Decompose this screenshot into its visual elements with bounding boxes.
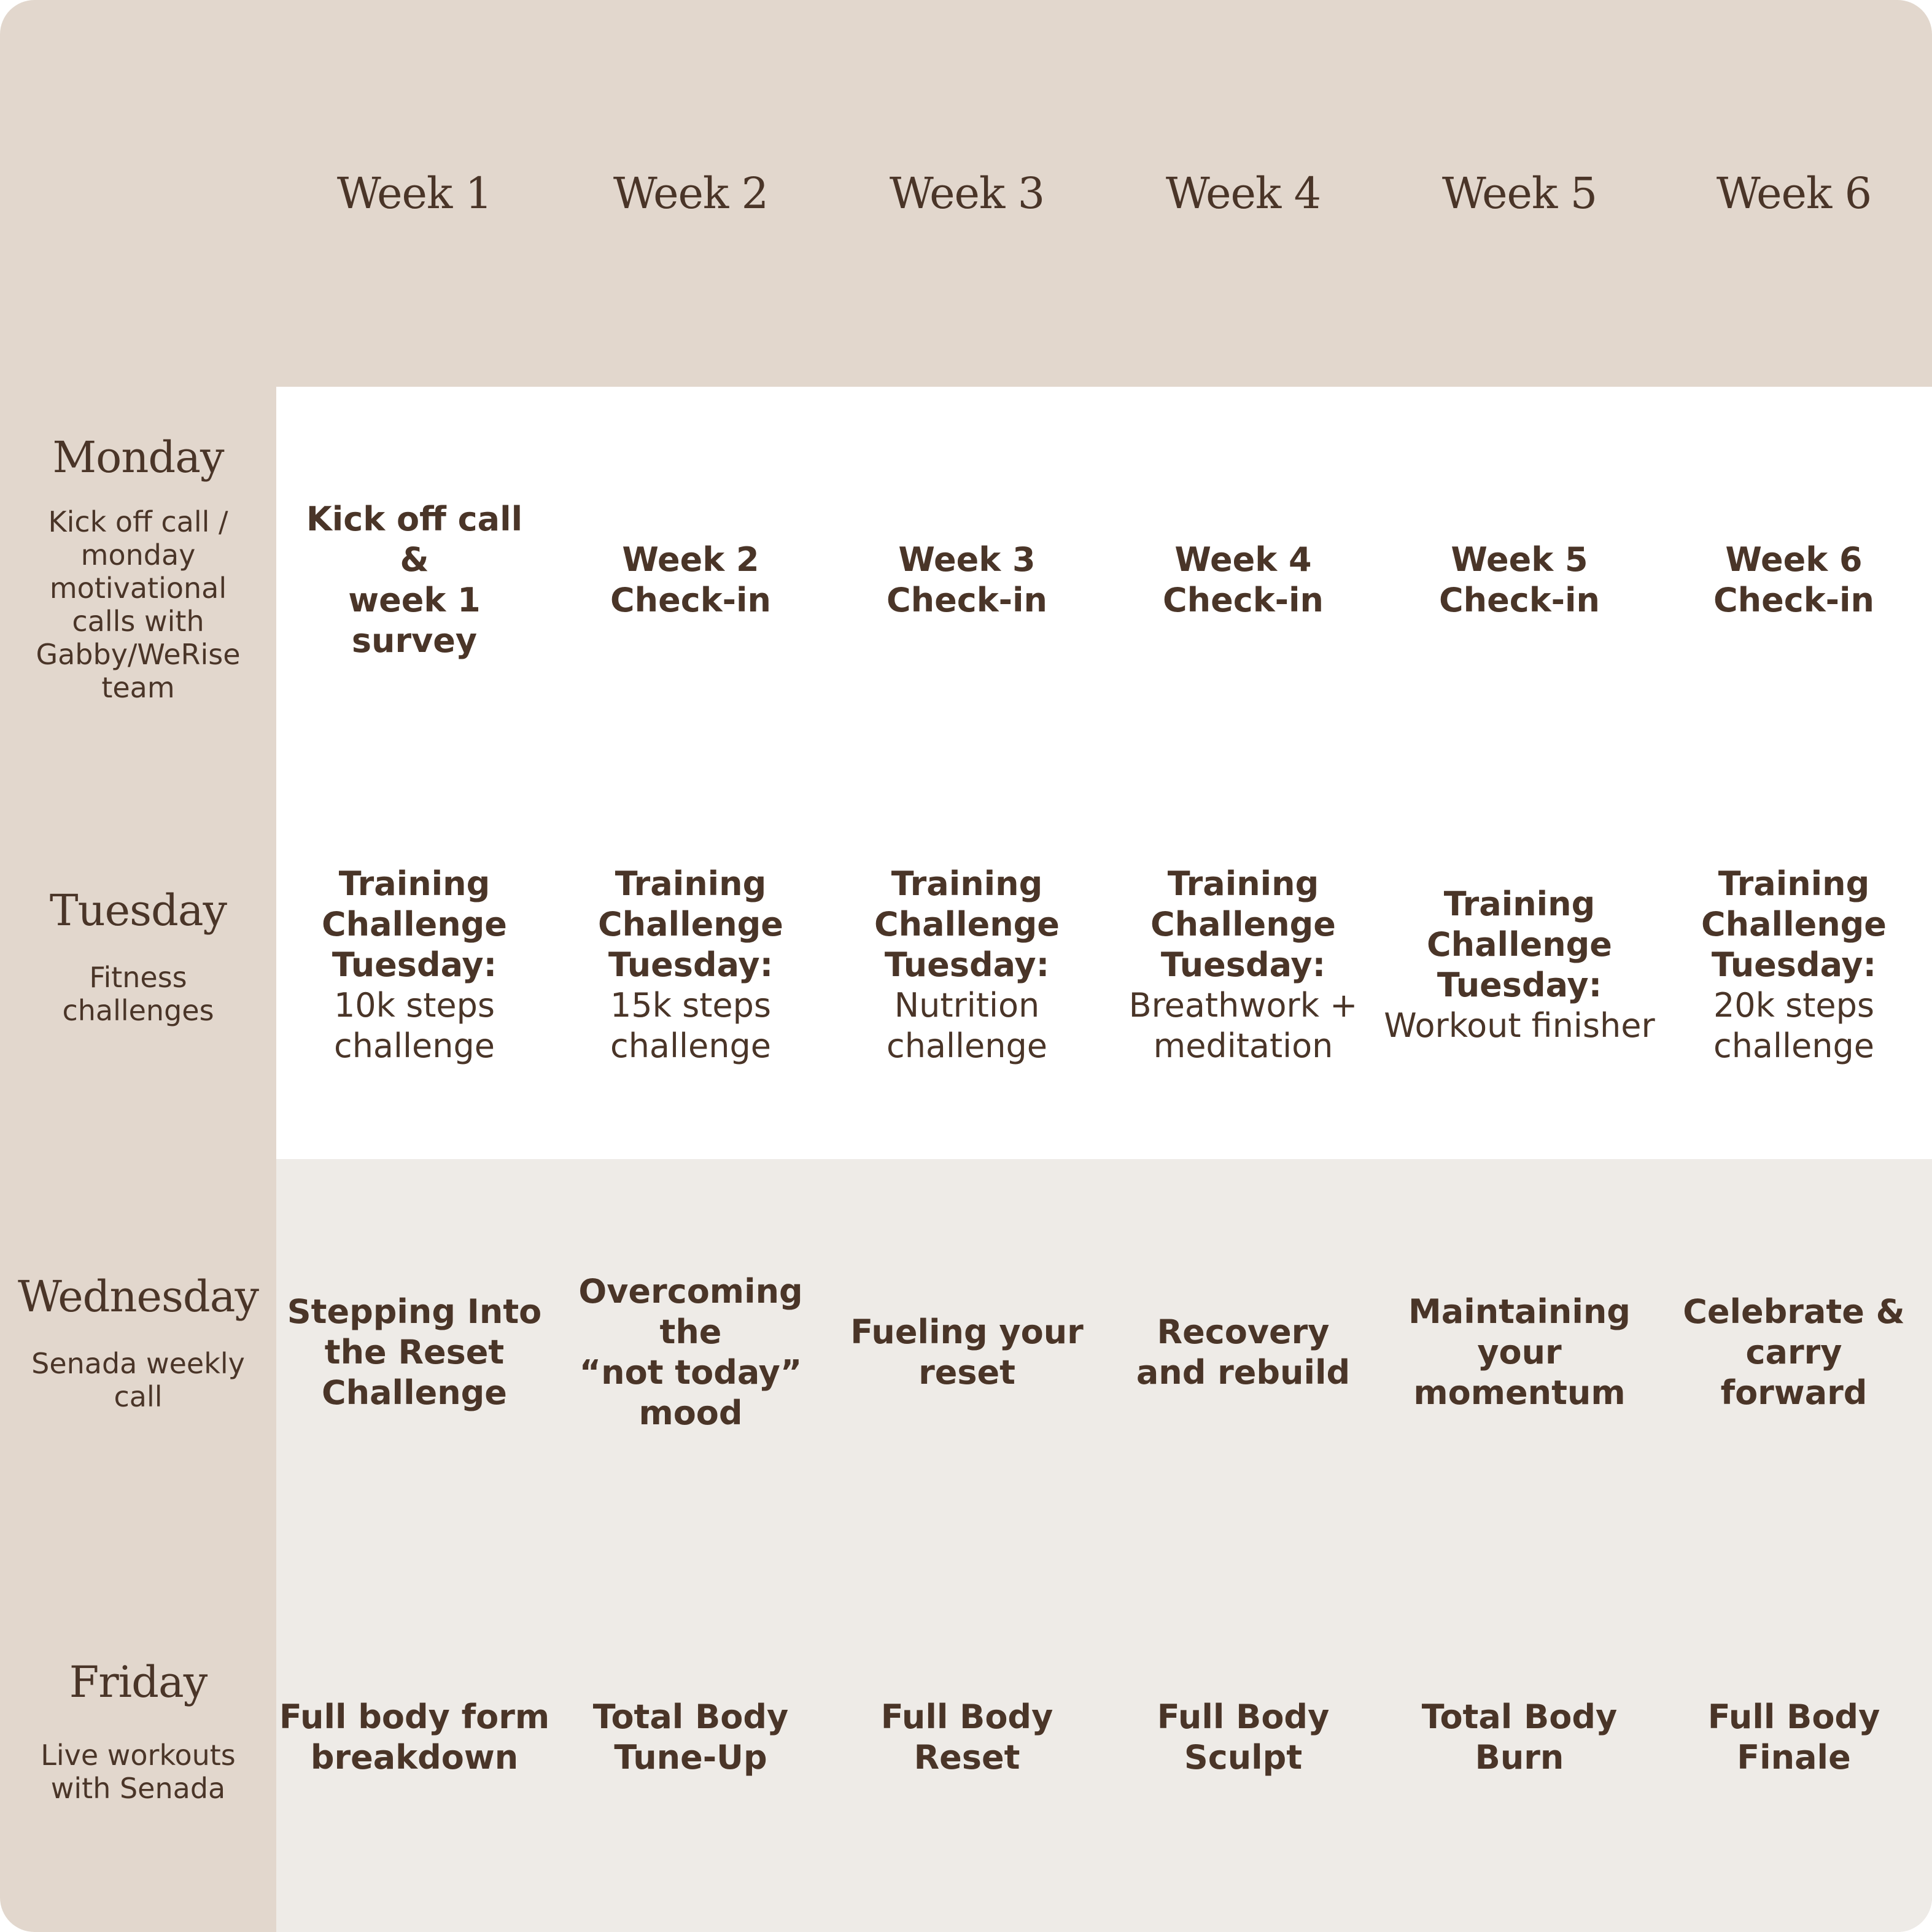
week-6-header: Week 6 xyxy=(1716,168,1872,219)
cell-friday-week-1 xyxy=(276,1615,553,1860)
cell-subtitle: Nutrition challenge xyxy=(886,986,1047,1065)
cell-title: Celebrate & carry forward xyxy=(1683,1292,1905,1412)
cell-title: Training Challenge Tuesday: xyxy=(598,864,783,984)
cell-title: Full Body Finale xyxy=(1707,1697,1880,1777)
cell-subtitle: 20k steps challenge xyxy=(1713,986,1875,1065)
cell-title: Kick off call & week 1 survey xyxy=(306,500,523,660)
cell-wednesday-week-2 xyxy=(553,1230,829,1475)
day-label-wednesday xyxy=(0,1272,276,1413)
cell-title: Stepping Into the Reset Challenge xyxy=(287,1292,542,1412)
cell-title: Training Challenge Tuesday: xyxy=(1701,864,1887,984)
cell-title: Week 5 Check-in xyxy=(1439,540,1600,619)
day-label-tuesday xyxy=(0,886,276,1027)
day-description: Senada weekly call xyxy=(31,1347,245,1413)
cell-monday-week-3 xyxy=(829,457,1105,703)
cell-monday-week-6 xyxy=(1656,457,1932,703)
cell-title: Week 6 Check-in xyxy=(1713,540,1874,619)
day-description: Live workouts with Senada xyxy=(41,1739,236,1805)
cell-title: Training Challenge Tuesday: xyxy=(1427,885,1612,1004)
cell-subtitle: 10k steps challenge xyxy=(333,986,495,1065)
week-5-header: Week 5 xyxy=(1441,168,1597,219)
cell-title: Training Challenge Tuesday: xyxy=(874,864,1060,984)
cell-wednesday-week-3 xyxy=(829,1230,1105,1475)
day-description: Fitness challenges xyxy=(62,961,214,1027)
cell-monday-week-5 xyxy=(1381,457,1658,703)
cell-tuesday-week-6 xyxy=(1656,842,1932,1088)
cell-subtitle: 15k steps challenge xyxy=(610,986,772,1065)
cell-title: Week 3 Check-in xyxy=(886,540,1047,619)
cell-monday-week-2 xyxy=(553,457,829,703)
cell-friday-week-2 xyxy=(553,1615,829,1860)
cell-title: Full Body Sculpt xyxy=(1157,1697,1330,1777)
cell-tuesday-week-1 xyxy=(276,842,553,1088)
cell-subtitle: Workout finisher xyxy=(1384,1006,1655,1045)
cell-title: Week 4 Check-in xyxy=(1163,540,1324,619)
cell-title: Training Challenge Tuesday: xyxy=(322,864,507,984)
cell-title: Week 2 Check-in xyxy=(610,540,771,619)
cell-tuesday-week-2 xyxy=(553,842,829,1088)
cell-title: Fueling your reset xyxy=(850,1313,1084,1392)
cell-friday-week-4 xyxy=(1105,1615,1381,1860)
day-name: Wednesday xyxy=(18,1271,258,1322)
cell-wednesday-week-1 xyxy=(276,1230,553,1475)
cell-tuesday-week-5 xyxy=(1381,842,1658,1088)
cell-wednesday-week-5 xyxy=(1381,1230,1658,1475)
cell-title: Full body form breakdown xyxy=(279,1697,550,1777)
cell-wednesday-week-6 xyxy=(1656,1230,1932,1475)
day-name: Monday xyxy=(52,432,224,483)
cell-friday-week-6 xyxy=(1656,1615,1932,1860)
cell-monday-week-4 xyxy=(1105,457,1381,703)
cell-title: Total Body Burn xyxy=(1421,1697,1618,1777)
cell-friday-week-5 xyxy=(1381,1615,1658,1860)
week-1-header: Week 1 xyxy=(336,168,492,219)
cell-wednesday-week-4 xyxy=(1105,1230,1381,1475)
day-name: Friday xyxy=(69,1657,208,1707)
week-2-header: Week 2 xyxy=(613,168,769,219)
week-3-header: Week 3 xyxy=(889,168,1045,219)
cell-friday-week-3 xyxy=(829,1615,1105,1860)
cell-title: Overcoming the “not today” mood xyxy=(578,1272,803,1432)
cell-monday-week-1 xyxy=(276,457,553,703)
cell-tuesday-week-4 xyxy=(1105,842,1381,1088)
week-4-header: Week 4 xyxy=(1165,168,1321,219)
cell-subtitle: Breathwork + meditation xyxy=(1128,986,1358,1065)
day-name: Tuesday xyxy=(49,885,227,936)
cell-title: Full Body Reset xyxy=(880,1697,1053,1777)
cell-title: Recovery and rebuild xyxy=(1136,1313,1351,1392)
cell-title: Training Challenge Tuesday: xyxy=(1150,864,1336,984)
cell-title: Total Body Tune-Up xyxy=(592,1697,789,1777)
day-label-monday xyxy=(0,433,276,704)
cell-tuesday-week-3 xyxy=(829,842,1105,1088)
day-label-friday xyxy=(0,1658,276,1805)
day-description: Kick off call / monday motivational calls with Gabby/WeRise team xyxy=(36,505,241,704)
cell-title: Maintaining your momentum xyxy=(1408,1292,1631,1412)
